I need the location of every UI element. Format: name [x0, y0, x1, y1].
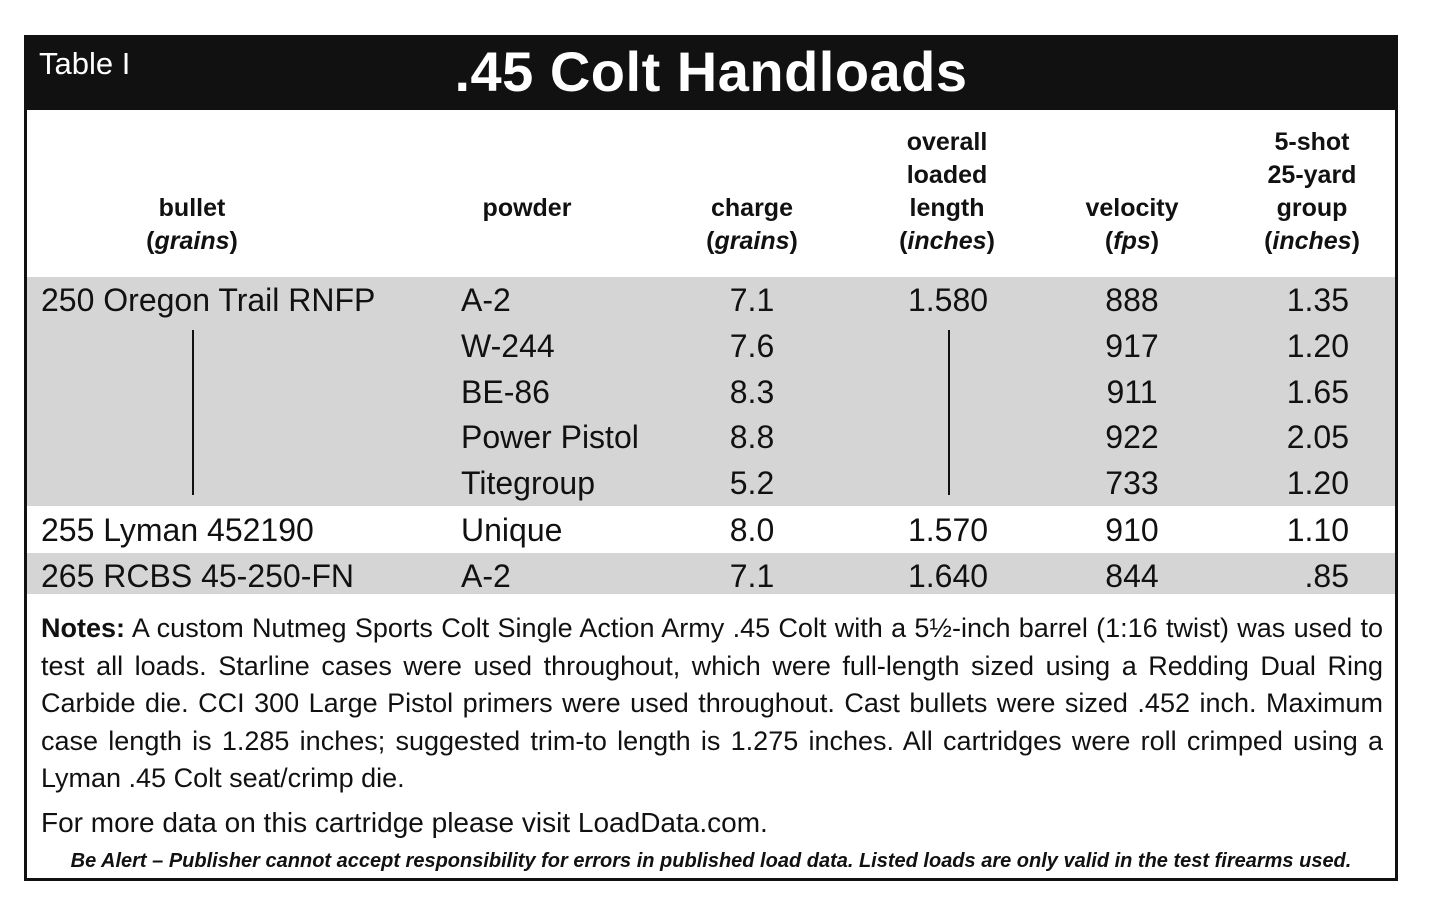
notes-label: Notes:: [41, 613, 126, 643]
cell-charge: 8.8: [729, 419, 775, 455]
table-label: Table I: [39, 46, 131, 81]
cell-powder: W-244: [461, 328, 555, 364]
cell-velocity: 910: [1105, 512, 1159, 548]
header-oal: [877, 123, 1017, 258]
load-table: [24, 35, 1398, 881]
cell-bullet: 250 Oregon Trail RNFP: [41, 282, 376, 318]
header-group: [1242, 123, 1382, 258]
header-velocity: [1067, 123, 1197, 258]
cell-bullet: 265 RCBS 45-250-FN: [41, 558, 355, 594]
cell-bullet: 255 Lyman 452190: [41, 512, 314, 548]
cell-powder: BE-86: [461, 374, 550, 410]
cell-velocity: 733: [1105, 465, 1159, 501]
table-title: .45 Colt Handloads: [454, 40, 968, 103]
header-group-label: 5-shot 25-yard group: [1267, 128, 1357, 222]
header-velocity-unit: (fps): [1104, 227, 1160, 255]
cell-velocity: 917: [1105, 328, 1159, 364]
header-oal-label: overall loaded length: [906, 128, 988, 222]
cell-group: 1.20: [1286, 328, 1349, 364]
cell-powder: A-2: [461, 282, 511, 318]
cell-group: 1.65: [1286, 374, 1349, 410]
header-charge: [677, 123, 827, 258]
cell-charge: 5.2: [729, 465, 775, 501]
cell-charge: 8.3: [729, 374, 775, 410]
title-bar: [27, 38, 1395, 110]
cell-group: 1.20: [1286, 465, 1349, 501]
cell-charge: 7.6: [729, 328, 775, 364]
disclaimer: Be Alert – Publisher cannot accept responsibility for errors in published load data. Listed loads are only valid in the test firearms used.: [70, 850, 1352, 872]
cell-powder: Unique: [461, 512, 563, 548]
header-group-unit: (inches): [1264, 227, 1360, 255]
oal-continuation-line: [948, 330, 950, 495]
header-bullet: [117, 123, 267, 258]
cell-velocity: 911: [1106, 374, 1158, 410]
header-powder-label: powder: [482, 194, 572, 222]
header-bullet-label: bullet: [158, 194, 226, 222]
cell-group: 2.05: [1286, 419, 1349, 455]
cell-charge: 8.0: [729, 512, 775, 548]
cell-oal: 1.640: [907, 558, 989, 594]
cell-charge: 7.1: [729, 558, 775, 594]
cell-velocity: 888: [1105, 282, 1159, 318]
header-velocity-label: velocity: [1085, 194, 1179, 222]
header-oal-unit: (inches): [899, 227, 995, 255]
notes-text: A custom Nutmeg Sports Colt Single Action Army .45 Colt with a 5½-inch barrel (1:16 twist) was used to test all loads. Starline cases were used throughout, which were full-length sized using a Redding Dual Ring Carbide die. CCI 300 Large Pistol primers were used throughout. Cast bullets were sized .452 inch. Maximum case length is 1.285 inches; suggested trim-to length is 1.275 inches. All cartridges were roll crimped using a Lyman .45 Colt seat/crimp die.: [41, 613, 1383, 793]
cell-group: .85: [1304, 558, 1349, 594]
notes: [41, 610, 1383, 798]
cell-oal: 1.570: [907, 512, 989, 548]
cell-group: 1.10: [1286, 512, 1349, 548]
cell-velocity: 922: [1105, 419, 1159, 455]
header-powder: [457, 123, 597, 258]
cell-group: 1.35: [1286, 282, 1349, 318]
cell-powder: Power Pistol: [461, 419, 639, 455]
bullet-continuation-line: [192, 330, 194, 495]
cell-velocity: 844: [1105, 558, 1159, 594]
cell-charge: 7.1: [729, 282, 775, 318]
header-charge-unit: (grains): [706, 227, 798, 255]
header-charge-label: charge: [711, 194, 793, 222]
cell-powder: Titegroup: [461, 465, 595, 501]
cell-oal: 1.580: [907, 282, 989, 318]
more-info: For more data on this cartridge please visit LoadData.com.: [41, 807, 768, 838]
cell-powder: A-2: [461, 558, 511, 594]
header-bullet-unit: (grains): [146, 227, 238, 255]
